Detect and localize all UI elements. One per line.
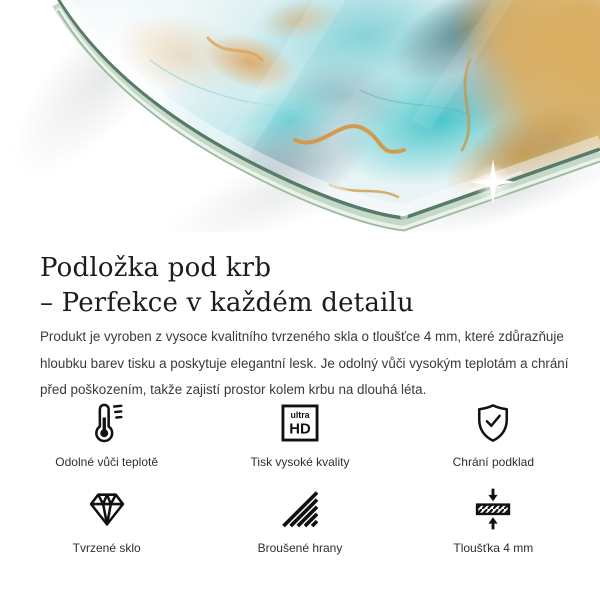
product-description: Produkt je vyroben z vysoce kvalitního tvrzeného skla o tloušťce 4 mm, které zdůrazňuje hloubku barev tisku a poskytuje elegantní lesk. Je odolný vůči vysokým teplotám a chrání před poškozením, takže zajistí prostor kolem krbu na dlouhá léta. xyxy=(40,329,569,398)
beveled-edges-icon xyxy=(278,485,322,533)
feature-tempered-glass xyxy=(10,485,203,567)
svg-text:HD: HD xyxy=(289,421,311,438)
feature-label: Odolné vůči teplotě xyxy=(55,455,159,469)
thickness-icon xyxy=(471,485,515,533)
glass-panel-illustration xyxy=(0,0,600,232)
feature-grid xyxy=(10,399,590,567)
feature-label: Chrání podklad xyxy=(452,455,535,469)
feature-print-quality xyxy=(203,399,396,481)
svg-text:ultra: ultra xyxy=(290,410,310,421)
feature-label: Tloušťka 4 mm xyxy=(453,541,534,555)
ultra-hd-icon xyxy=(278,399,322,447)
diamond-icon xyxy=(85,485,129,533)
feature-label: Tisk vysoké kvality xyxy=(250,455,350,469)
product-image-glass-panel xyxy=(0,0,600,232)
feature-beveled-edges xyxy=(203,485,396,567)
feature-heat-resistant xyxy=(10,399,203,481)
feature-label: Tvrzené sklo xyxy=(72,541,141,555)
feature-protects-floor xyxy=(397,399,590,481)
shield-check-icon xyxy=(471,399,515,447)
feature-label: Broušené hrany xyxy=(257,541,343,555)
page-title xyxy=(40,251,560,321)
feature-thickness xyxy=(397,485,590,567)
thermometer-icon xyxy=(85,399,129,447)
page-title-line2: – Perfekce v každém detailu xyxy=(40,288,414,319)
page-title-line1: Podložka pod krb xyxy=(40,253,272,284)
